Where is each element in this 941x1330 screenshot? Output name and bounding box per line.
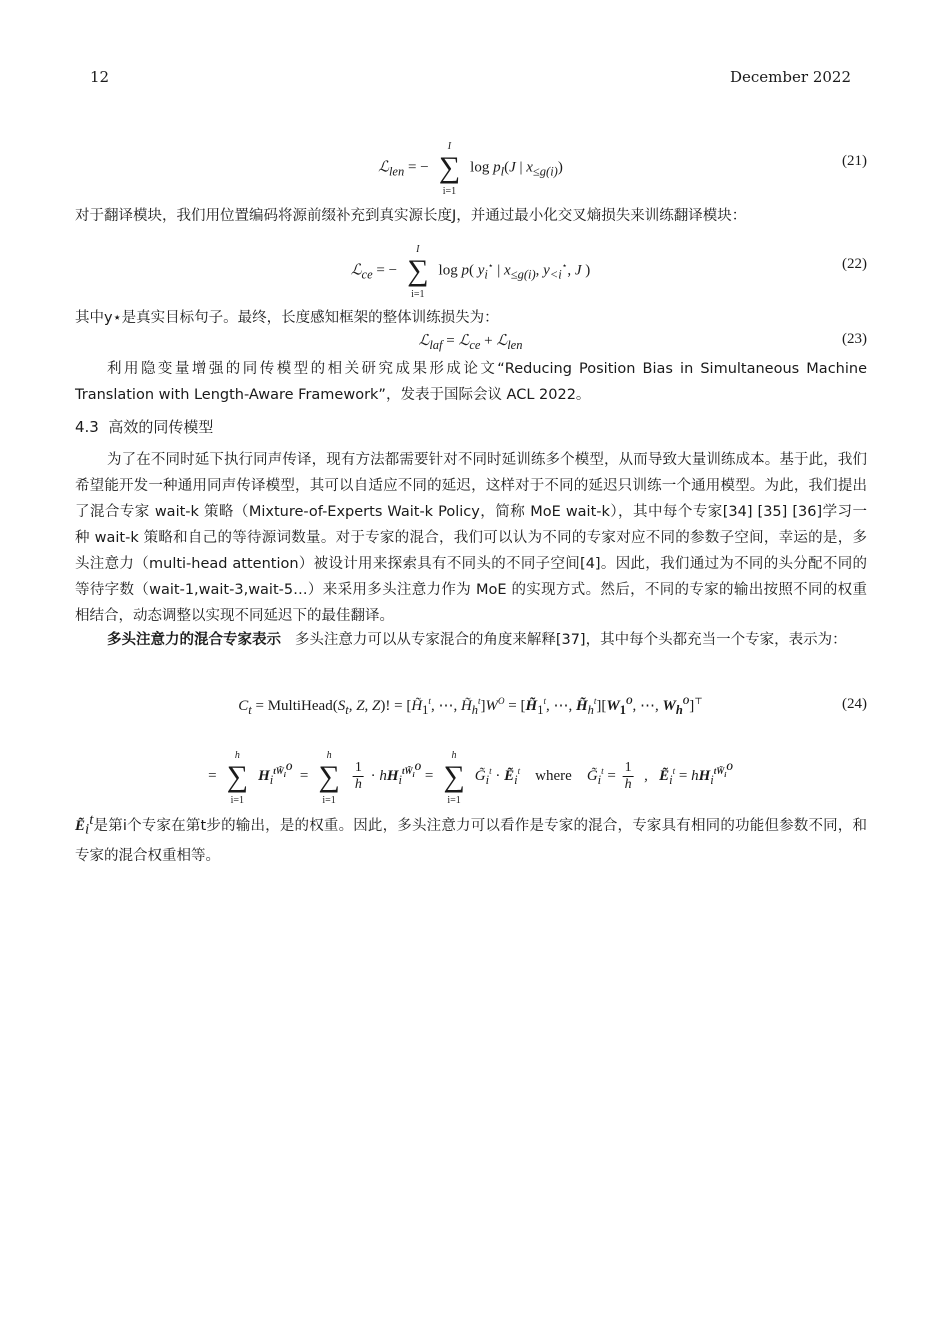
- equation-number: (21): [842, 153, 867, 169]
- equation-number: (24): [842, 696, 867, 712]
- equation-23: ℒ$_{laf}$ = ℒ$_{ce}$ + ℒ$_{len}$ (23): [418, 331, 867, 352]
- equation-24-line-1: $C_t$ = $MultiHead(S_t$, Z, Z)! = [$H̃_1^t$, ⋯, $H̃_h^t]W^O$ = [$H̃_1^t$, ⋯, $H̃_h^t][W_1^O$, ⋯, $W_h^O]^⊤$ (24): [238, 696, 867, 717]
- equation-number: (22): [842, 256, 867, 272]
- summation-symbol: I ∑ i=1: [438, 141, 461, 197]
- section-title: 高效的同传模型: [108, 418, 214, 436]
- running-date: December 2022: [730, 68, 851, 86]
- section-heading: [75, 416, 213, 437]
- equation-21: ℒ$_{len}$ = − I ∑ i=1 $\log p_l(J$ | $x_{\le g(i)}$) (21): [378, 141, 867, 197]
- paragraph-target-sentence: 其中y⋆是真实目标句子。最终，长度感知框架的整体训练损失为：: [75, 310, 499, 326]
- equation-number: (23): [842, 331, 867, 347]
- equation-22: ℒ$_{ce}$ = − I ∑ i=1 log p( $y_i^⋆$ | $x_{\le g(i)}$, $y_{<i}^⋆$, J ) (22): [350, 244, 867, 300]
- summation-symbol: h ∑ i=1: [318, 749, 340, 806]
- summation-symbol: h ∑ i=1: [443, 749, 465, 806]
- page-number: 12: [90, 68, 110, 86]
- summation-symbol: I ∑ i=1: [407, 244, 429, 300]
- summation-symbol: h ∑ i=1: [226, 749, 249, 806]
- fraction: $\frac{1}{h}$: [624, 760, 632, 792]
- fraction: $\frac{1}{h}$: [354, 760, 362, 792]
- paragraph-multihead-moe: [75, 627, 867, 653]
- run-in-heading: 多头注意力的混合专家表示: [107, 632, 281, 648]
- paragraph-text: 多头注意力可以从专家混合的角度来解释[37]，其中每个头都充当一个专家，表示为：: [294, 632, 847, 648]
- paragraph-moe-waitk: 为了在不同时延下执行同声传译，现有方法都需要针对不同时延训练多个模型，从而导致大量训练成本。基于此，我们希望能开发一种通用同声传译模型，其可以自适应不同的延迟，这样对于不同的延迟只训练一个通用模型。为此，我们提出了混合专家 wait-k 策略（Mixture-of-Experts Wait-k Policy，简称 MoE wait-k），其中每个专家[34] [35] [36]学习一种 wait-k 策略和自己的等待源词数量。对于专家的混合，我们可以认为不同的专家对应不同的参数子空间，幸运的是，多头注意力（multi-head attention）被设计用来探索具有不同头的不同子空间[4]。因此，我们通过为不同的头分配不同的等待字数（wait-1,wait-3,wait-5…）来采用多头注意力作为 MoE 的实现方式。然后，不同的专家的输出按照不同的权重相结合，动态调整以实现不同延迟下的最佳翻译。: [75, 452, 867, 624]
- paragraph-text: 是第i个专家在第t步的输出，是的权重。因此，多头注意力可以看作是专家的混合，专家具有相同的功能但参数不同，和专家的混合权重相等。: [75, 817, 867, 864]
- paragraph-expert-weights: Ẽ$_i^t$是第i个专家在第t步的输出，是的权重。因此，多头注意力可以看作是专家的混合，专家具有相同的功能但参数不同，和专家的混合权重相等。: [75, 812, 867, 864]
- paragraph-publication: 利用隐变量增强的同传模型的相关研究成果形成论文“Reducing Position Bias in Simultaneous Machine Translation with Length-Aware Framework”，发表于国际会议 ACL 2022。: [75, 361, 867, 403]
- section-number: 4.3: [75, 418, 99, 436]
- paragraph-translation-module: 对于翻译模块，我们用位置编码将源前缀补充到真实源长度J，并通过最小化交叉熵损失来训练翻译模块：: [75, 208, 747, 224]
- equation-24-line-2: = h ∑ i=1 $H_i^{tW̃_i^O}$ = h ∑ i=1 $\frac{1}{h}$ · $hH_i^{tW̃_i^O}$ = h ∑ i=1 $G̃_i^t$ · Ẽ$_i^t$ where $G̃_i^t$ = $\frac{1}{h}$ , Ẽ$_i^t$ = $hH_i^{tW̃_i^O}$: [208, 749, 733, 806]
